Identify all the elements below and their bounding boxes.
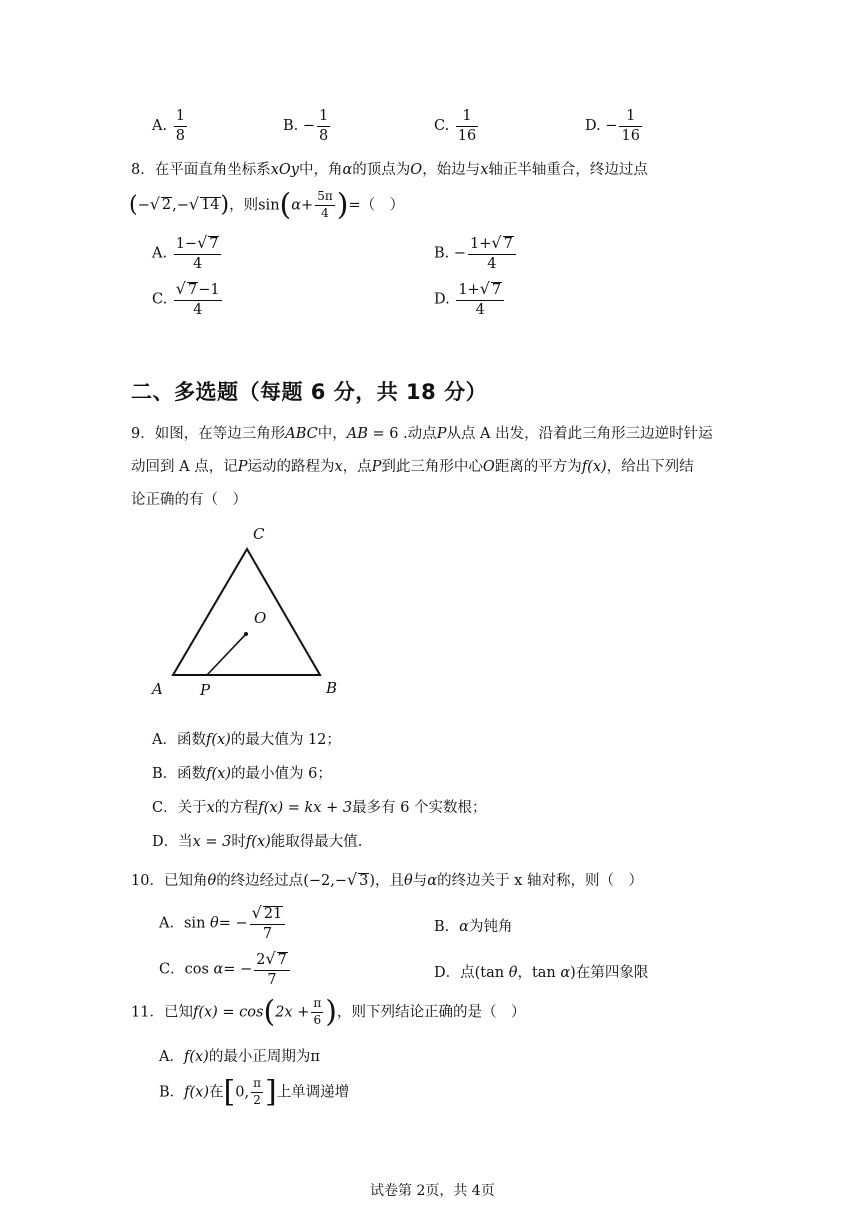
fraction: $\frac{√ 21}{7}$	[250, 904, 286, 943]
option-label: D.	[585, 118, 601, 135]
q9-stem-line1: 9．如图，在等边三角形ABC中，AB = 6 .动点P从点 A 出发，沿着此三角形三边逆时针运	[131, 426, 713, 442]
q9-stem-line2: 动回到 A 点，记P运动的路程为x，点P到此三角形中心O距离的平方为f(x)，给出下列结	[131, 459, 694, 475]
q9-option-a: A．函数f(x)的最大值为 12；	[152, 732, 341, 748]
fraction: $\frac{\pi}{2}$	[253, 1076, 261, 1107]
triangle-abc	[173, 549, 320, 675]
fraction: $\frac{1+√ 7}{4}$	[468, 234, 516, 273]
q8-option-b: B. − $\frac{1+√ 7}{4}$	[434, 234, 518, 273]
q10-option-d: D．点(tan θ，tan α)在第四象限	[434, 965, 649, 981]
segment-po	[207, 634, 246, 675]
fraction: $\frac{5\pi}{4}$	[317, 189, 333, 220]
q7-option-c	[434, 108, 480, 144]
q8-option-d: D. $\frac{1+√ 7}{4}$	[434, 280, 506, 319]
q9-option-b: B．函数f(x)的最小值为 6；	[152, 766, 332, 782]
option-label: A.	[152, 118, 168, 135]
q11-option-b: B．f(x)在[0, $\frac{\pi}{2}$ ]上单调递增	[159, 1074, 350, 1110]
label-b: B	[326, 679, 338, 697]
q9-option-d: D．当x = 3时f(x)能取得最大值.	[152, 834, 363, 850]
fraction: $\frac{1}{8}$	[319, 108, 329, 144]
fraction: $\frac{1}{8}$	[175, 108, 185, 144]
fraction: $\frac{1}{16}$	[621, 108, 640, 144]
q7-option-d: D. − $\frac{1}{16}$	[585, 108, 640, 144]
fraction: $\frac{1}{16}$	[457, 108, 477, 144]
label-p: P	[200, 681, 211, 699]
q8-stem-line1: 8．在平面直角坐标系xOy中，角α的顶点为O，始边与x轴正半轴重合，终边过点	[131, 162, 648, 178]
q10-stem: 10．已知角θ的终边经过点(−2,−√ 3)，且θ与α的终边关于 x 轴对称，则（ ）	[131, 870, 643, 889]
label-c: C	[253, 525, 265, 543]
q8-stem-line2: (−√ 2,−√ 14)，则sin(α+ $\frac{5\pi}{4}$ )=（ ）	[129, 187, 405, 223]
label-o: O	[254, 609, 267, 627]
q11-stem: 11．已知f(x) = cos(2x + $\frac{\pi}{6}$ )，则下列结论正确的是（ ）	[131, 994, 526, 1030]
q7-option-a	[152, 108, 189, 144]
center-point-o	[244, 632, 248, 636]
fraction: $\frac{1+√ 7}{4}$	[456, 280, 504, 319]
q9-option-c: C．关于x的方程f(x) = kx + 3最多有 6 个实数根；	[152, 800, 487, 816]
q9-stem-line3: 论正确的有（ ）	[131, 492, 247, 508]
label-a: A	[152, 680, 163, 698]
fraction: $\frac{\pi}{6}$	[313, 996, 322, 1027]
q8-option-c: C. $\frac{√ 7-1}{4}$	[152, 279, 220, 318]
q10-option-b: B．α为钝角	[434, 919, 513, 935]
section-title: 二、多选题（每题 6 分，共 18 分）	[131, 380, 488, 404]
fraction: $\frac{√ 7-1}{4}$	[175, 279, 220, 318]
q7-option-b: B. − $\frac{1}{8}$	[283, 108, 329, 144]
fraction: $\frac{2√ 7}{7}$	[254, 950, 290, 989]
q8-option-a: A. $\frac{1-√ 7}{4}$	[152, 234, 223, 273]
q10-option-a: A．sin θ= − $\frac{√ 21}{7}$	[159, 904, 287, 943]
q10-option-c: C．cos α= − $\frac{2√ 7}{7}$	[159, 950, 292, 989]
option-label: C.	[434, 118, 450, 135]
page-footer: 试卷第 2页，共 4页	[370, 1183, 495, 1199]
option-label: B.	[283, 118, 299, 135]
q11-option-a: A．f(x)的最小正周期为π	[159, 1049, 320, 1065]
fraction: $\frac{1-√ 7}{4}$	[174, 234, 222, 273]
q9-triangle-figure	[140, 518, 360, 703]
